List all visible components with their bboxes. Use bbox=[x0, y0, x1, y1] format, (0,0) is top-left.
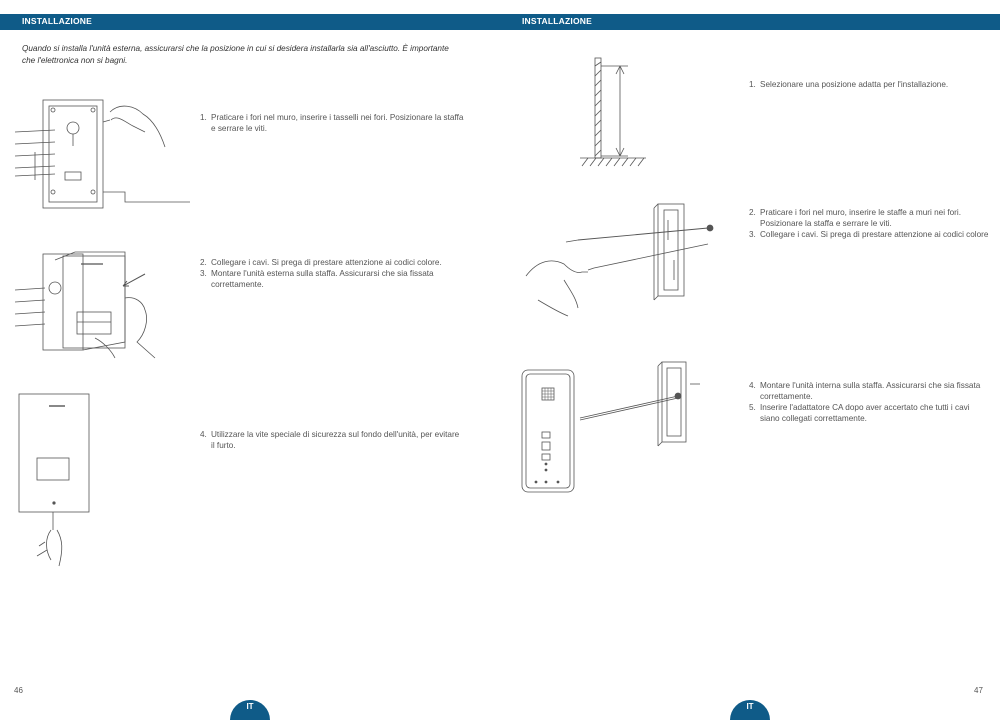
indoor-unit-illustration bbox=[520, 360, 705, 495]
wall-position-illustration bbox=[578, 56, 653, 168]
left-page-number: 46 bbox=[14, 686, 23, 695]
right-page-number: 47 bbox=[974, 686, 983, 695]
left-step-4: 4. Utilizzare la vite speciale di sicurezza sul fondo dell'unità, per evitare il furto. bbox=[200, 430, 460, 450]
unit-mount-illustration bbox=[15, 250, 175, 360]
intro-note: Quando si installa l'unità esterna, assicurarsi che la posizione in cui si desidera installarla sia all'asciutto. È importante che l'elettronica non si bagni. bbox=[22, 44, 449, 65]
left-language-tab: IT bbox=[230, 700, 270, 720]
right-steps-4-5: 4. Montare l'unità interna sulla staffa. Assicurarsi che sia fissata correttamente. 5. Inserire l'adattatore CA dopo aver accertato che tutti i cavi siano collegati correttamente. bbox=[749, 381, 981, 423]
left-steps-2-3: 2. Collegare i cavi. Si prega di prestare attenzione ai codici colore. 3. Montare l'unità esterna sulla staffa. Assicurarsi che sia fissata correttamente. bbox=[200, 258, 442, 289]
right-step-1: 1. Selezionare una posizione adatta per l'installazione. bbox=[749, 80, 949, 89]
security-screw-illustration bbox=[15, 390, 115, 570]
left-page bbox=[0, 0, 500, 715]
left-header-bar bbox=[0, 14, 500, 30]
right-steps-2-3: 2. Praticare i fori nel muro, inserire le staffe a muri nei fori. Posizionare la staffa e serrare le viti. 3. Collegare i cavi. Si prega di prestare attenzione ai codici colore bbox=[749, 208, 989, 239]
left-header-title: INSTALLAZIONE bbox=[22, 16, 92, 26]
right-header-bar bbox=[500, 14, 1000, 30]
right-language-tab: IT bbox=[730, 700, 770, 720]
right-page bbox=[500, 0, 1000, 715]
bracket-mount-illustration bbox=[15, 92, 190, 212]
wall-bracket-illustration bbox=[518, 200, 723, 325]
right-header-title: INSTALLAZIONE bbox=[522, 16, 592, 26]
left-step-1: 1. Praticare i fori nel muro, inserire i tasselli nei fori. Posizionare la staffa e serrare le viti. bbox=[200, 113, 464, 133]
